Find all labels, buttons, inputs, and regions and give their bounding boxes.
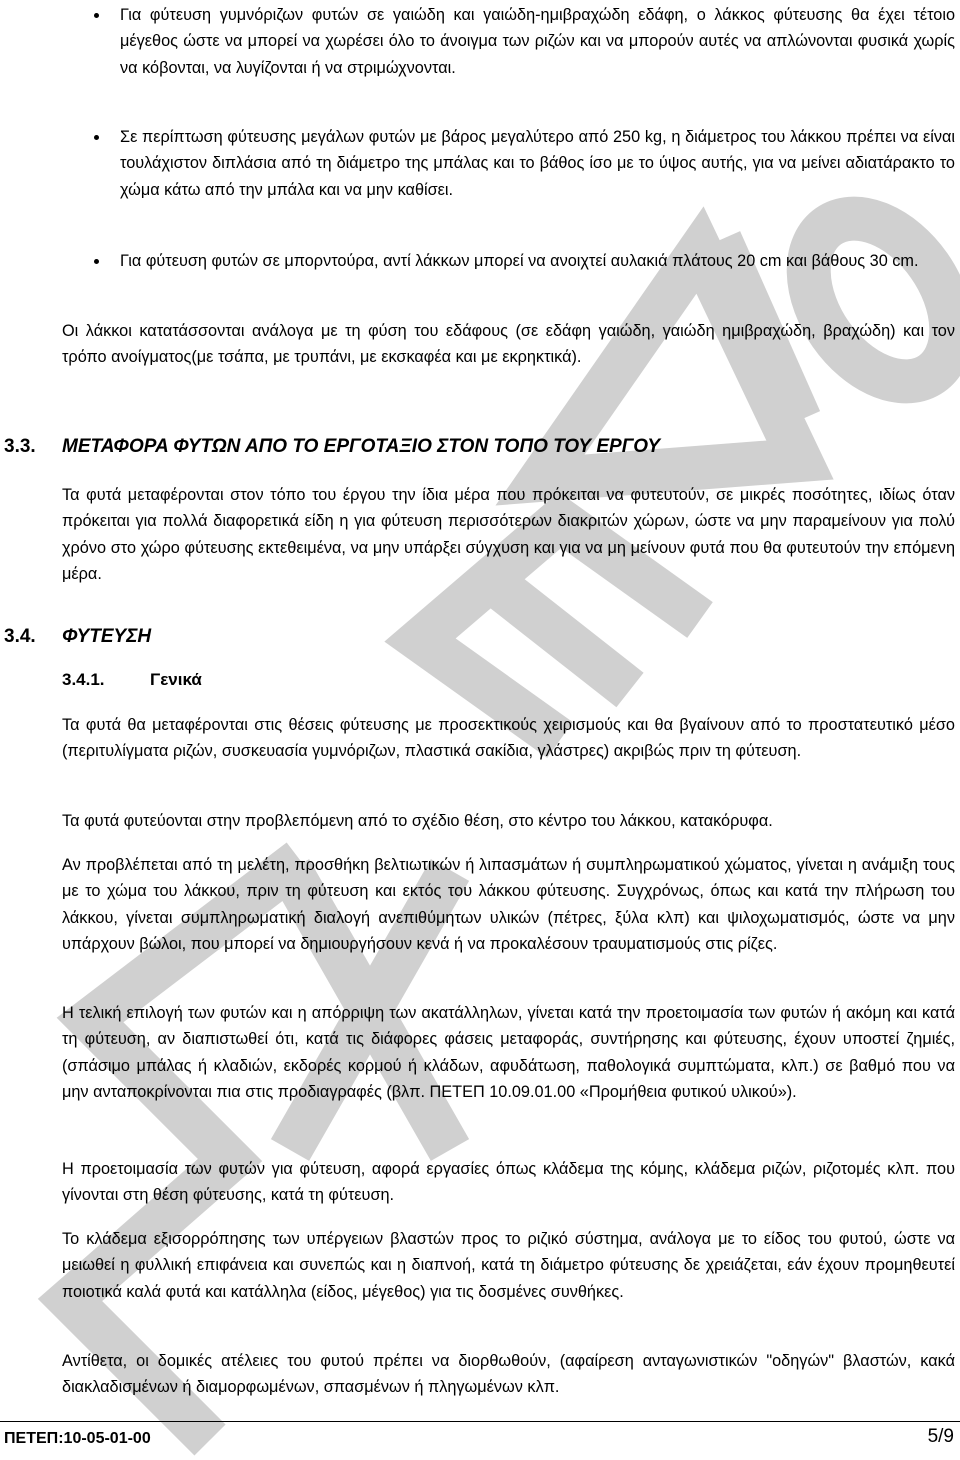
paragraph: Η προετοιμασία των φυτών για φύτευση, αφορά εργασίες όπως κλάδεμα της κόμης, κλάδεμα ριζών, ριζοτομές κλπ. που γίνονται στη θέση φύτευσης, κατά τη φύτευση. <box>62 1160 955 1205</box>
section-title: ΜΕΤΑΦΟΡΑ ΦΥΤΩΝ ΑΠΟ ΤΟ ΕΡΓΟΤΑΞΙΟ ΣΤΟΝ ΤΟΠΟ ΤΟΥ ΕΡΓΟΥ <box>62 436 660 457</box>
subsection-title: Γενικά <box>150 670 202 689</box>
bullet-item: Σε περίπτωση φύτευσης μεγάλων φυτών με βάρος μεγαλύτερο από 250 kg, η διάμετρος του λάκκου πρέπει να είναι τουλάχιστον διπλάσια από τη διάμετρο της μπάλας και το βάθος ίσο με το ύψος αυτής, για να μείνει αδιατάρακτο το χώμα κάτω από την μπάλα και να μην καθίσει. <box>120 124 955 203</box>
bullet-item: Για φύτευση γυμνόριζων φυτών σε γαιώδη και γαιώδη-ημιβραχώδη εδάφη, ο λάκκος φύτευσης θα έχει τέτοιο μέγεθος ώστε να μπορεί να χωρέσει όλο το άνοιγμα των ριζών και να μπορούν αυτές να απλώνονται φυσικά χωρίς να κόβονται, να λυγίζονται ή να στριμώχνονται. <box>120 2 955 81</box>
subsection-number: 3.4.1. <box>62 670 105 689</box>
paragraph: Οι λάκκοι κατατάσσονται ανάλογα με τη φύση του εδάφους (σε εδάφη γαιώδη, γαιώδη ημιβραχώδη, βραχώδη) και τον τρόπο ανοίγματος(με τσάπα, με τρυπάνι, με εκσκαφέα και με εκρηκτικά). <box>62 322 955 367</box>
section-title: ΦΥΤΕΥΣΗ <box>62 626 152 647</box>
section-number: 3.3. <box>4 436 36 457</box>
paragraph: Τα φυτά φυτεύονται στην προβλεπόμενη από το σχέδιο θέση, στο κέντρο του λάκκου, κατακόρυφα. <box>62 812 773 830</box>
footer-divider <box>0 1421 960 1422</box>
paragraph: Τα φυτά θα μεταφέρονται στις θέσεις φύτευσης με προσεκτικούς χειρισμούς και θα βγαίνουν από το προστατευτικό μέσο (περιτυλίγματα ριζών, συσκευασία γυμνόριζων, πλαστικά σακίδια, γλάστρες) ακριβώς πριν τη φύτευση. <box>62 716 955 761</box>
paragraph: Το κλάδεμα εξισορρόπησης των υπέργειων βλαστών προς το ριζικό σύστημα, ανάλογα με το είδος του φυτού, ώστε να μειωθεί η φυλλική επιφάνεια και συνεπώς και η διαπνοή, κατά τη διάμετρο φύτευσης δε χρειάζεται, εάν έχουν προμηθευτεί ποιοτικά καλά φυτά και κατάλληλα (είδος, μέγεθος) για τις δοσμένες συνθήκες. <box>62 1230 955 1301</box>
footer-page-number: 5/9 <box>927 1426 954 1447</box>
footer-doc-code: ΠΕΤΕΠ:10-05-01-00 <box>4 1430 151 1447</box>
bullet-item: Για φύτευση φυτών σε μπορντούρα, αντί λάκκων μπορεί να ανοιχτεί αυλακιά πλάτους 20 cm και βάθους 30 cm. <box>120 248 955 274</box>
section-number: 3.4. <box>4 626 36 647</box>
watermark-letter-omicron <box>779 192 960 408</box>
paragraph: Αντίθετα, οι δομικές ατέλειες του φυτού πρέπει να διορθωθούν, (αφαίρεση ανταγωνιστικών "οδηγών" βλαστών, κακά διακλαδισμένων ή διαμορφωμένων, σπασμένων ή πληγωμένων κλπ. <box>62 1352 955 1397</box>
paragraph: Αν προβλέπεται από τη μελέτη, προσθήκη βελτιωτικών ή λιπασμάτων ή συμπληρωματικού χώματος, γίνεται η ανάμιξη τους με το χώμα του λάκκου, πριν τη φύτευση και εκτός του λάκκου φύτευσης. Συγχρόνως, όπως και κατά την πλήρωση του λάκκου, γίνεται συμπληρωματική διαλογή ανεπιθύμητων υλικών (πέτρες, ξύλα κλπ) και ψιλοχωματισμός, ώστε να μην υπάρχουν βώλοι, που μπορεί να δημιουργήσουν κενά ή να προκαλέσουν τραυματισμούς στις ρίζες. <box>62 856 955 953</box>
paragraph: Τα φυτά μεταφέρονται στον τόπο του έργου την ίδια μέρα που πρόκειται να φυτευτούν, σε μικρές ποσότητες, ιδίως όταν πρόκειται για πολλά διαφορετικά είδη η για φύτευση περισσότερων διακριτών χώρων, ώστε να μην παραμείνουν για πολύ χρόνο στο χώρο φύτευσης εκτεθειμένα, να μην υπάρξει σύγχυση και για να μη μείνουν φυτά που θα φυτευτούν την επόμενη μέρα. <box>62 486 955 583</box>
paragraph: Η τελική επιλογή των φυτών και η απόρριψη των ακατάλληλων, γίνεται κατά την προετοιμασία των φυτών ή ακόμη και κατά τη φύτευση, αν διαπιστωθεί ότι, κατά τις διάφορες φάσεις μεταφοράς, συντήρησης και φύτευσης, έχουν υποστεί ζημιές, (σπάσιμο μπάλας ή κλαδιών, εκδορές κορμού ή κλάδων, αφυδάτωση, παθολογικά συμπτώματα, κλπ.) σε βαθμό που να μην ανταποκρίνονται πια στις προδιαγραφές (βλπ. ΠΕΤΕΠ 10.09.01.00 «Προμήθεια φυτικού υλικού»). <box>62 1004 955 1101</box>
